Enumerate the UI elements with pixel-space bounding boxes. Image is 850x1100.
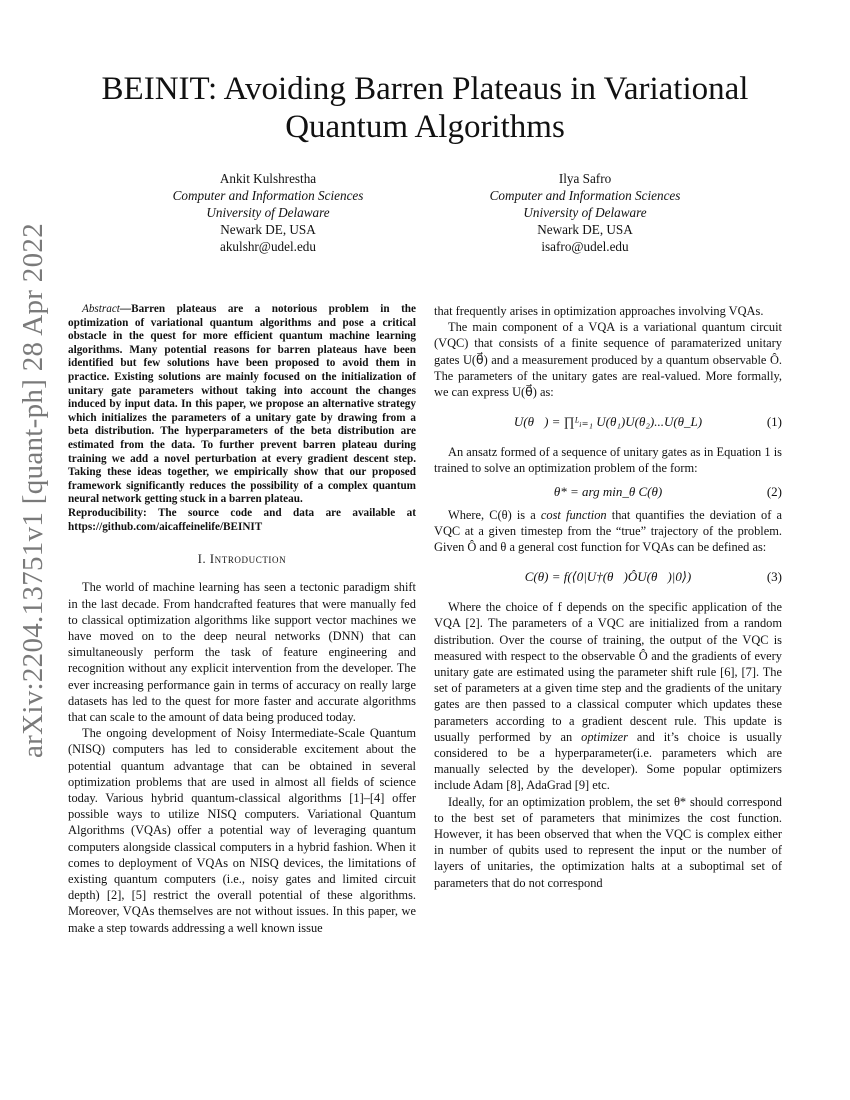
- paper-title: BEINIT: Avoiding Barren Plateaus in Variational Quantum Algorithms: [101, 71, 749, 145]
- left-column: [68, 303, 416, 936]
- emphasis-optimizer: optimizer: [581, 729, 628, 744]
- equation-1: [434, 400, 782, 444]
- section-title: Introduction: [209, 552, 287, 567]
- section-number: I.: [197, 552, 210, 567]
- equation-3-number: (3): [766, 569, 782, 585]
- text-run: Where the choice of f depends on the specific application of the VQA [2]. The parameters of a VQC are initialized from a random distribution. Over the course of training, the output of the VQC is measured with respect to the observable Ô and the gradients of every unitary gate are estimated using the parameter shift rule [6], [7]. The set of parameters at a given time step and the gradients of the unitary gates are then passed to a classical computer which updates these parameters according to a gradient descent rule. This update is usually performed by an: [434, 600, 782, 744]
- author-univ: University of Delaware: [523, 205, 647, 220]
- right-column: [434, 303, 782, 891]
- author-email[interactable]: isafro@udel.edu: [541, 239, 629, 254]
- author-block-2: [435, 170, 735, 255]
- text-run: Where, C(θ) is a: [448, 507, 541, 522]
- intro-paragraph-1: The world of machine learning has seen a tectonic paradigm shift in the last decade. From handcrafted features that were manually fed to classical optimization algorithms like support vector machines we have moved on to the deep neural networks (DNN) that can simultaneously perform the task of feature engineering and recognition without any explicit intervention from the developer. The ever increasing performance gain in terms of accuracy on really large datasets has led to the quest for more faster and accurate algorithms that can scale to the amount of data being produced today.: [68, 580, 416, 724]
- intro-paragraph-2: The ongoing development of Noisy Intermediate-Scale Quantum (NISQ) computers has led to considerable excitement about the potential quantum advantage that can be obtained in several optimization problems that are used in almost all fields of science today. Various hybrid quantum-classical algorithms [1]–[4] offer possible ways to utilize NISQ computers. Variational Quantum Algorithms (VQAs) offer a potential way of leveraging quantum computers alongside classical computers in a hybrid fashion. When it comes to deployment of VQAs on NISQ devices, the limitations of existing quantum computers (i.e., noisy gates and limited circuit depth) [2], [5] restrict the overall potential of these algorithms. Moreover, VQAs themselves are not without issues. In this paper, we make a step towards addressing a well known issue: [68, 726, 416, 935]
- author-name: Ilya Safro: [558, 171, 612, 186]
- arxiv-stamp-text: arXiv:2204.13751v1 [quant-ph] 28 Apr 2022: [17, 222, 50, 758]
- author-dept: Computer and Information Sciences: [489, 188, 681, 203]
- equation-3: [434, 555, 782, 599]
- author-location: Newark DE, USA: [220, 222, 316, 237]
- reproducibility-statement[interactable]: Reproducibility: The source code and data are available at https://github.com/aicaffeinelife/BEINIT: [68, 506, 416, 533]
- emphasis-cost-function: cost function: [540, 507, 607, 522]
- equation-2-expr: θ* = arg min_θ C(θ): [553, 483, 663, 499]
- body-paragraph: Ideally, for an optimization problem, the set θ* should correspond to the best set of parameters that minimizes the cost function. However, it has been observed that when the VQC is complex either in number of qubits used to represent the input or the number of layers of unitaries, the optimization halts at a suboptimal set of parameters that do not correspond: [434, 794, 782, 890]
- equation-3-expr: C(θ) = f(⟨0|U†(θ⃗)ÔU(θ⃗)|0⟩): [524, 569, 692, 585]
- text-run: that quantifies the deviation of a VQC at a given timestep from the “true” trajectory of the problem. Given Ô and θ a general cost function for VQAs can be defined as:: [434, 507, 782, 555]
- body-paragraph: The main component of a VQA is a variational quantum circuit (VQC) that consists of a finite sequence of paramaterized unitary gates U(θ⃗) and a measurement produced by a quantum observable Ô. The parameters of the unitary gates are real-valued. More formally, we can express U(θ⃗) as:: [434, 320, 782, 400]
- author-email[interactable]: akulshr@udel.edu: [219, 239, 316, 254]
- author-name: Ankit Kulshrestha: [219, 171, 317, 186]
- equation-2-number: (2): [766, 483, 782, 499]
- abstract: [68, 303, 416, 507]
- body-paragraph: that frequently arises in optimization approaches involving VQAs.: [434, 304, 764, 318]
- equation-2: [434, 477, 782, 507]
- author-dept: Computer and Information Sciences: [172, 188, 364, 203]
- arxiv-identifier-stamp: [4, 222, 64, 758]
- text-run: and it’s choice is usually considered to be a hyperparameter(i.e. parameters which are manually selected by the developer). Some popular optimizers include Adam [8], AdaGrad [9] etc.: [434, 729, 782, 793]
- author-univ: University of Delaware: [206, 205, 330, 220]
- abstract-body: —Barren plateaus are a notorious problem in the optimization of variational quantum algorithms and pose a critical obstacle in the quest for more efficient quantum machine learning algorithms. Many potential reasons for barren plateaus have been identified but few solutions have been proposed to avoid them in practice. Existing solutions are mainly focused on the initialization of unitary gate parameters without taking into account the changes induced by input data. In this paper, we propose an alternative strategy which initializes the parameters of a unitary gate by drawing from a beta distribution. The hyperparameters of the beta distribution are estimated from the data. To further prevent barren plateau during training we add a novel perturbation at every gradient descent step. Taking these ideas together, we empirically show that our proposed framework significantly reduces the possibility of a complex quantum neural network getting stuck in a barren plateau.: [68, 303, 416, 506]
- author-block-1: [118, 170, 418, 255]
- section-heading: [68, 551, 416, 567]
- equation-1-number: (1): [766, 414, 782, 430]
- body-paragraph: An ansatz formed of a sequence of unitary gates as in Equation 1 is trained to solve an optimization problem of the form:: [434, 445, 782, 476]
- abstract-label: Abstract: [82, 303, 120, 315]
- equation-1-expr: U(θ⃗) = ∏ᴸᵢ₌₁ U(θ₁)U(θ₂)...U(θ_L): [513, 414, 703, 430]
- author-location: Newark DE, USA: [537, 222, 633, 237]
- body-paragraph: [434, 507, 782, 556]
- body-paragraph: [434, 599, 782, 793]
